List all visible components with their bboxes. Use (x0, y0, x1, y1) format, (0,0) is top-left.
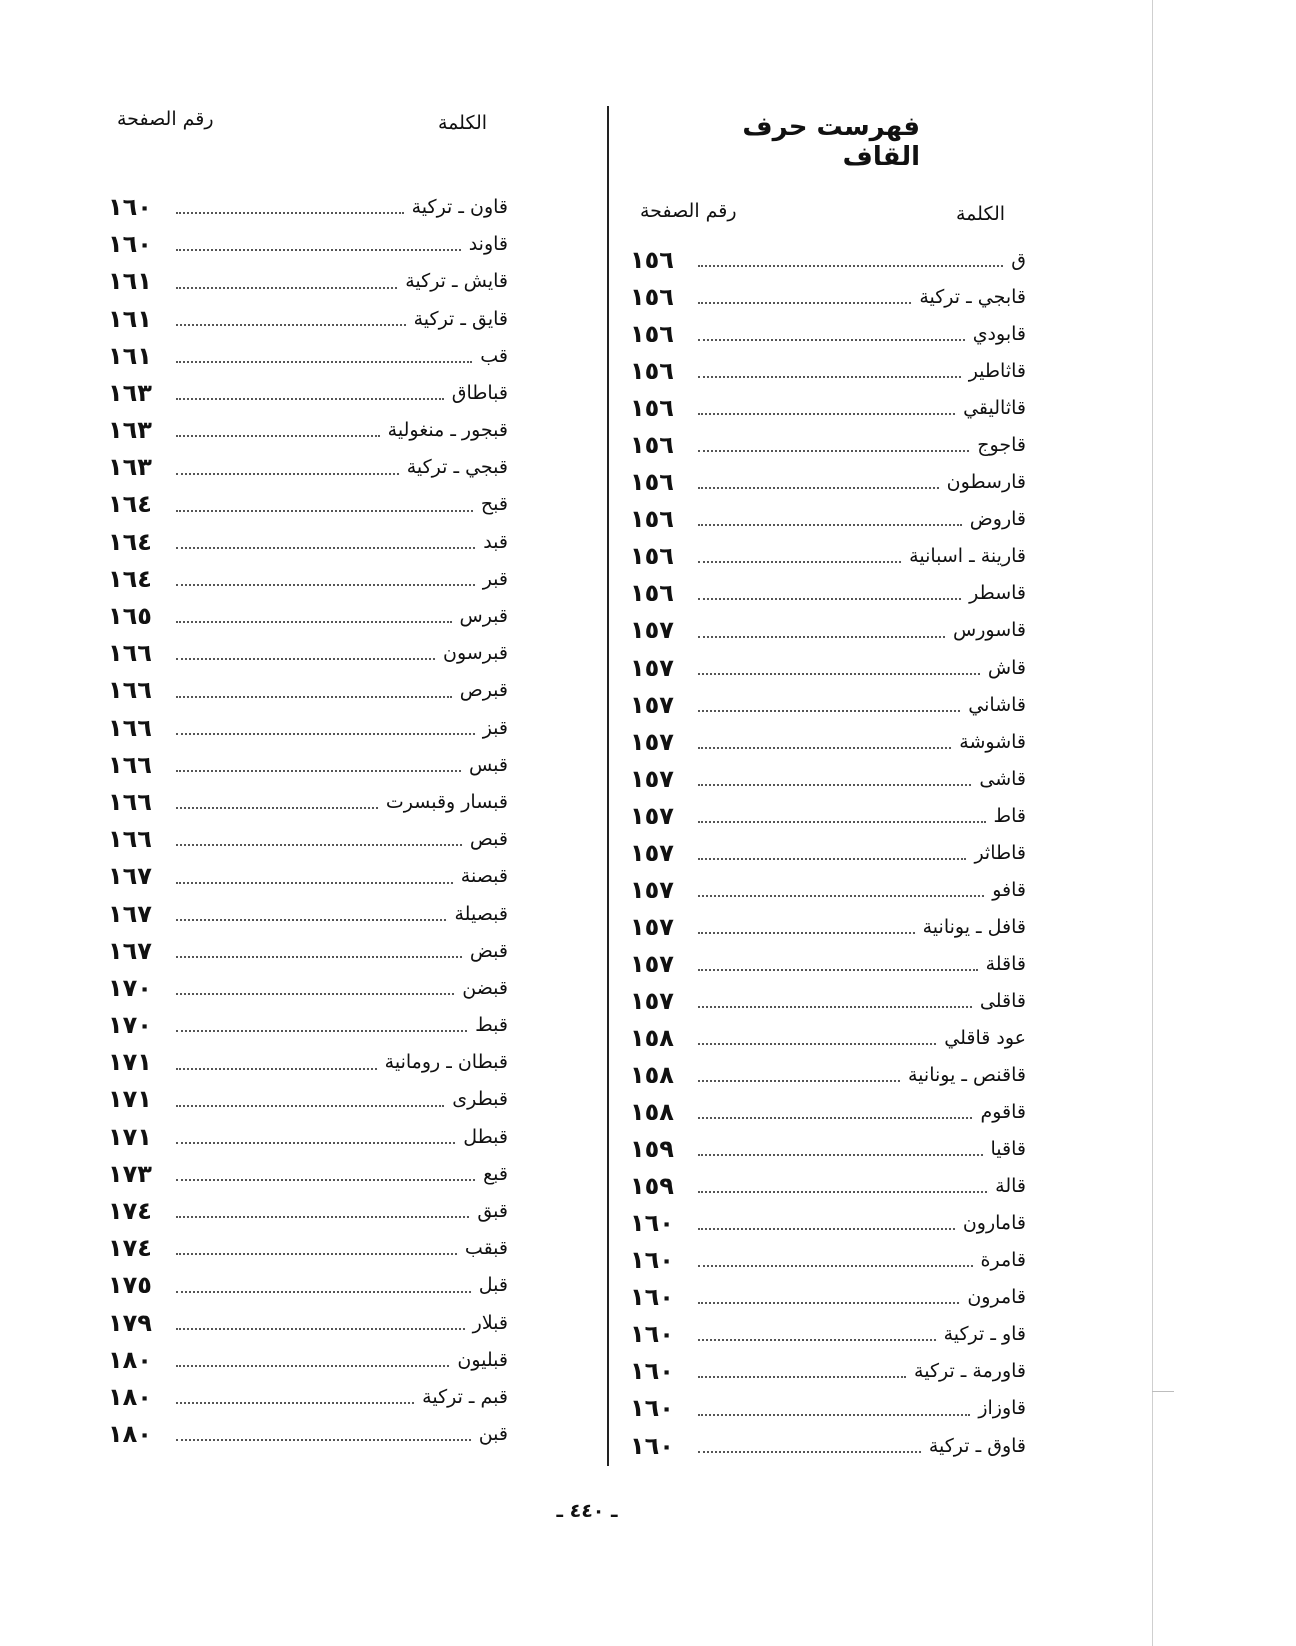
entry-page-number: ١٦٤ (108, 527, 152, 556)
entry-word: قبن (478, 1423, 508, 1446)
dot-leader (176, 286, 397, 289)
index-entry (630, 761, 1026, 798)
index-entry (108, 858, 508, 895)
index-entry (108, 1230, 508, 1267)
entry-page-number: ١٦٣ (108, 453, 152, 482)
index-entry (108, 1305, 508, 1342)
entry-word: قاسورس (953, 619, 1026, 642)
dot-leader (698, 1338, 936, 1341)
dot-leader (698, 375, 961, 378)
entry-page-number: ١٥٦ (630, 542, 674, 571)
entry-word: قبط (475, 1014, 508, 1037)
dot-leader (698, 1227, 955, 1230)
index-entry (108, 1267, 508, 1304)
entry-word: قامرون (967, 1286, 1026, 1309)
entry-page-number: ١٥٦ (630, 505, 674, 534)
entry-word: قب (480, 344, 508, 367)
index-entry (630, 724, 1026, 761)
dot-leader (698, 1042, 936, 1045)
index-entry (630, 1353, 1026, 1390)
entry-word: قبطل (463, 1125, 508, 1148)
index-entry (108, 1416, 508, 1453)
entry-page-number: ١٦٠ (630, 1431, 674, 1460)
index-entry (108, 263, 508, 300)
entry-word: قاشاني (968, 693, 1026, 716)
entry-page-number: ١٥٧ (630, 727, 674, 756)
dot-leader (698, 635, 945, 638)
entry-word: قبقب (464, 1237, 508, 1260)
index-entry (630, 1428, 1026, 1465)
entry-page-number: ١٥٧ (630, 616, 674, 645)
entry-page-number: ١٥٧ (630, 875, 674, 904)
entry-word: قبرسون (443, 642, 508, 665)
entry-word: قافو (992, 878, 1026, 901)
entry-word: قاقلى (979, 989, 1026, 1012)
index-entry (108, 487, 508, 524)
entry-page-number: ١٦٠ (630, 1320, 674, 1349)
dot-leader (176, 657, 435, 660)
entry-page-number: ١٥٦ (630, 246, 674, 274)
index-entry (108, 301, 508, 338)
entry-page-number: ١٥٧ (630, 764, 674, 793)
dot-leader (698, 1005, 972, 1008)
index-entry (108, 1082, 508, 1119)
entry-word: قباطاق (451, 381, 508, 404)
index-entry (630, 427, 1026, 464)
dot-leader (176, 1327, 465, 1330)
dot-leader (698, 597, 961, 600)
entry-word: قبل (478, 1274, 508, 1297)
entry-page-number: ١٦٣ (108, 416, 152, 445)
dot-leader (176, 1067, 377, 1070)
entry-page-number: ١٦٣ (108, 378, 152, 407)
dot-leader (176, 918, 446, 921)
entry-page-number: ١٧٠ (108, 973, 152, 1002)
index-entry (630, 464, 1026, 501)
index-entry (630, 1131, 1026, 1168)
entry-page-number: ١٧٥ (108, 1271, 152, 1300)
entry-word: قبرس (459, 605, 508, 628)
entry-page-number: ١٦٠ (108, 230, 152, 259)
dot-leader (176, 732, 475, 735)
entry-word: قاط (993, 804, 1026, 827)
entry-word: قاوق ـ تركية (928, 1434, 1026, 1457)
entry-word: قبصيلة (454, 902, 508, 925)
entry-word: قاثاليقي (963, 397, 1026, 420)
index-entry (108, 1379, 508, 1416)
entry-word: قبرص (459, 679, 508, 702)
entry-page-number: ١٦٠ (630, 1283, 674, 1312)
dot-leader (176, 211, 404, 214)
dot-leader (698, 931, 915, 934)
dot-leader (176, 1252, 457, 1255)
dot-leader (176, 1290, 471, 1293)
entry-word: قارينة ـ اسبانية (909, 545, 1026, 568)
dot-leader (176, 992, 454, 995)
entry-page-number: ١٦٧ (108, 862, 152, 891)
index-entry (108, 189, 508, 226)
entry-page-number: ١٨٠ (108, 1382, 152, 1411)
dot-leader (698, 820, 986, 823)
entry-word: قاو ـ تركية (943, 1323, 1026, 1346)
dot-leader (176, 1364, 449, 1367)
index-entry (108, 710, 508, 747)
dot-leader (698, 857, 966, 860)
index-entry (108, 1044, 508, 1081)
entry-word: قاش (987, 656, 1026, 679)
entry-page-number: ١٦٦ (108, 639, 152, 668)
entry-page-number: ١٧١ (108, 1048, 152, 1077)
left-word-header: الكلمة (438, 112, 488, 134)
entry-word: قاون ـ تركية (411, 195, 508, 218)
entry-word: قاشوشة (959, 730, 1026, 753)
dot-leader (698, 338, 965, 341)
entry-word: قاقلة (985, 952, 1026, 975)
entry-word: قالة (995, 1175, 1026, 1198)
entry-page-number: ١٦٥ (108, 602, 152, 631)
entry-page-number: ١٦١ (108, 341, 152, 370)
entry-word: قاوزاز (978, 1397, 1026, 1420)
left-index-column (108, 189, 508, 1453)
dot-leader (698, 1079, 900, 1082)
index-entry (108, 970, 508, 1007)
entry-page-number: ١٥٦ (630, 468, 674, 497)
index-entry (630, 1279, 1026, 1316)
entry-page-number: ١٨٠ (108, 1420, 152, 1449)
entry-word: قامارون (962, 1212, 1026, 1235)
index-entry (108, 821, 508, 858)
index-entry (630, 872, 1026, 909)
index-entry (108, 747, 508, 784)
entry-word: قبسار وقبسرت (385, 790, 508, 813)
index-entry (108, 375, 508, 412)
entry-page-number: ١٧١ (108, 1085, 152, 1114)
entry-word: قابجي ـ تركية (919, 286, 1026, 309)
entry-page-number: ١٥٧ (630, 838, 674, 867)
dot-leader (176, 843, 462, 846)
dot-leader (176, 434, 380, 437)
right-index-column (630, 242, 1026, 1465)
dot-leader (698, 412, 955, 415)
dot-leader (176, 881, 453, 884)
index-entry (630, 1390, 1026, 1427)
dot-leader (176, 1215, 469, 1218)
entry-page-number: ١٧٩ (108, 1308, 152, 1337)
entry-page-number: ١٦٠ (630, 1246, 674, 1275)
entry-word: ق (1011, 249, 1026, 271)
entry-word: قبد (483, 530, 508, 553)
entry-word: قبض (469, 939, 508, 962)
dot-leader (176, 806, 378, 809)
entry-page-number: ١٦٠ (630, 1394, 674, 1423)
entry-page-number: ١٥٩ (630, 1135, 674, 1164)
entry-page-number: ١٥٦ (630, 320, 674, 349)
entry-page-number: ١٨٠ (108, 1345, 152, 1374)
entry-page-number: ١٧٠ (108, 1011, 152, 1040)
index-entry (630, 650, 1026, 687)
index-entry (630, 1168, 1026, 1205)
dot-leader (698, 968, 978, 971)
dot-leader (698, 523, 962, 526)
entry-page-number: ١٦١ (108, 304, 152, 333)
entry-word: قاقنص ـ يونانية (908, 1064, 1026, 1087)
dot-leader (176, 248, 461, 251)
entry-word: قاشى (979, 767, 1026, 790)
index-entry (630, 242, 1026, 279)
dot-leader (176, 323, 406, 326)
dot-leader (698, 672, 980, 675)
dot-leader (176, 1178, 475, 1181)
index-entry (630, 575, 1026, 612)
entry-page-number: ١٦٦ (108, 676, 152, 705)
entry-page-number: ١٥٧ (630, 801, 674, 830)
entry-word: قبص (469, 828, 508, 851)
entry-word: قبم ـ تركية (422, 1385, 508, 1408)
entry-page-number: ١٦٦ (108, 787, 152, 816)
dot-leader (176, 472, 399, 475)
dot-leader (698, 1264, 973, 1267)
index-entry (108, 635, 508, 672)
page-number: ـ ٤٤٠ ـ (556, 1500, 618, 1522)
dot-leader (698, 783, 971, 786)
index-entry (630, 1020, 1026, 1057)
right-word-header: الكلمة (956, 203, 1006, 225)
index-entry (108, 1119, 508, 1156)
entry-page-number: ١٥٧ (630, 912, 674, 941)
dot-leader (176, 546, 475, 549)
index-entry (630, 1094, 1026, 1131)
entry-word: قبس (468, 753, 508, 776)
index-entry (630, 798, 1026, 835)
index-entry (630, 390, 1026, 427)
index-entry (108, 784, 508, 821)
entry-page-number: ١٦٧ (108, 899, 152, 928)
entry-page-number: ١٧١ (108, 1122, 152, 1151)
entry-page-number: ١٥٨ (630, 1023, 674, 1052)
entry-word: عود قاقلي (944, 1026, 1026, 1049)
index-entry (108, 412, 508, 449)
dot-leader (176, 397, 444, 400)
dot-leader (176, 955, 462, 958)
index-entry (630, 835, 1026, 872)
left-page-header: رقم الصفحة (117, 108, 214, 130)
column-divider (607, 106, 609, 1466)
index-entry (630, 983, 1026, 1020)
index-entry (108, 524, 508, 561)
entry-word: قاقيا (990, 1138, 1026, 1161)
entry-word: قبطرى (452, 1088, 508, 1111)
page-edge-line (1152, 0, 1153, 1646)
index-entry (108, 1007, 508, 1044)
entry-word: قبر (482, 567, 508, 590)
index-entry (630, 1316, 1026, 1353)
dot-leader (698, 1153, 983, 1156)
entry-page-number: ١٧٣ (108, 1159, 152, 1188)
index-entry (108, 672, 508, 709)
entry-word: قاطاثر (974, 841, 1026, 864)
entry-word: قبصنة (460, 865, 508, 888)
index-entry (630, 353, 1026, 390)
index-entry (630, 1205, 1026, 1242)
index-entry (108, 1193, 508, 1230)
index-entry (630, 1242, 1026, 1279)
entry-word: قبز (482, 716, 508, 739)
entry-page-number: ١٥٨ (630, 1098, 674, 1127)
entry-word: قبضن (462, 976, 508, 999)
entry-word: قاسطر (969, 582, 1026, 605)
dot-leader (176, 1438, 471, 1441)
entry-word: قبع (483, 1162, 508, 1185)
dot-leader (698, 264, 1003, 267)
dot-leader (698, 486, 939, 489)
entry-word: قبجور ـ منغولية (387, 419, 508, 442)
entry-word: قافل ـ يونانية (922, 915, 1026, 938)
entry-page-number: ١٦١ (108, 267, 152, 296)
entry-word: قارسطون (946, 471, 1026, 494)
entry-page-number: ١٥٨ (630, 1061, 674, 1090)
dot-leader (176, 1401, 414, 1404)
dot-leader (698, 1450, 921, 1453)
dot-leader (698, 1375, 906, 1378)
entry-page-number: ١٦٠ (630, 1357, 674, 1386)
dot-leader (698, 1301, 959, 1304)
entry-page-number: ١٥٧ (630, 949, 674, 978)
entry-page-number: ١٦٤ (108, 490, 152, 519)
entry-page-number: ١٥٧ (630, 986, 674, 1015)
index-entry (108, 1156, 508, 1193)
entry-page-number: ١٥٧ (630, 690, 674, 719)
entry-page-number: ١٥٩ (630, 1172, 674, 1201)
dot-leader (698, 301, 911, 304)
entry-word: قامرة (980, 1249, 1026, 1272)
entry-word: قاورمة ـ تركية (914, 1360, 1026, 1383)
entry-word: قبجي ـ تركية (406, 456, 508, 479)
index-entry (630, 946, 1026, 983)
dot-leader (698, 1413, 970, 1416)
dot-leader (698, 560, 901, 563)
entry-page-number: ١٦٦ (108, 750, 152, 779)
index-entry (630, 612, 1026, 649)
entry-word: قبلار (472, 1311, 508, 1334)
index-entry (630, 279, 1026, 316)
dot-leader (176, 509, 473, 512)
index-entry (630, 538, 1026, 575)
index-entry (108, 226, 508, 263)
entry-word: قبليون (457, 1348, 508, 1371)
index-entry (630, 316, 1026, 353)
entry-page-number: ١٦٧ (108, 936, 152, 965)
index-entry (630, 1057, 1026, 1094)
dot-leader (176, 620, 452, 623)
dot-leader (176, 769, 461, 772)
entry-page-number: ١٦٤ (108, 564, 152, 593)
entry-word: قابودي (972, 323, 1026, 346)
dot-leader (698, 1116, 972, 1119)
entry-page-number: ١٦٠ (108, 192, 152, 221)
dot-leader (698, 1190, 987, 1193)
entry-word: قبطان ـ رومانية (384, 1051, 508, 1074)
entry-word: قاقوم (980, 1101, 1026, 1124)
entry-word: قايش ـ تركية (405, 270, 508, 293)
entry-page-number: ١٦٠ (630, 1209, 674, 1238)
entry-word: قايق ـ تركية (413, 307, 508, 330)
dot-leader (176, 360, 472, 363)
entry-word: قبح (480, 493, 508, 516)
index-entry (630, 909, 1026, 946)
dot-leader (176, 1141, 455, 1144)
index-entry (630, 687, 1026, 724)
page-title: فهرست حرف القاف (742, 112, 920, 172)
dot-leader (698, 449, 969, 452)
entry-page-number: ١٧٤ (108, 1234, 152, 1263)
index-entry (108, 561, 508, 598)
right-page-header: رقم الصفحة (640, 200, 737, 222)
entry-page-number: ١٥٦ (630, 579, 674, 608)
edge-tick-mark (1152, 1391, 1174, 1392)
dot-leader (698, 746, 951, 749)
entry-page-number: ١٦٦ (108, 713, 152, 742)
dot-leader (176, 583, 475, 586)
dot-leader (698, 709, 960, 712)
entry-page-number: ١٦٦ (108, 825, 152, 854)
entry-word: قاجوج (977, 434, 1026, 457)
entry-page-number: ١٥٧ (630, 653, 674, 682)
dot-leader (176, 695, 452, 698)
entry-word: قاروض (969, 508, 1026, 531)
entry-page-number: ١٥٦ (630, 394, 674, 423)
entry-word: قاوند (468, 233, 508, 256)
index-entry (630, 501, 1026, 538)
index-entry (108, 598, 508, 635)
dot-leader (698, 894, 984, 897)
entry-page-number: ١٥٦ (630, 283, 674, 312)
entry-page-number: ١٧٤ (108, 1197, 152, 1226)
index-entry (108, 933, 508, 970)
dot-leader (176, 1029, 467, 1032)
dot-leader (176, 1104, 444, 1107)
entry-word: قاثاطير (968, 360, 1026, 383)
index-entry (108, 1342, 508, 1379)
index-entry (108, 896, 508, 933)
entry-page-number: ١٥٦ (630, 357, 674, 386)
entry-page-number: ١٥٦ (630, 431, 674, 460)
index-entry (108, 449, 508, 486)
entry-word: قبق (477, 1200, 508, 1223)
index-entry (108, 338, 508, 375)
